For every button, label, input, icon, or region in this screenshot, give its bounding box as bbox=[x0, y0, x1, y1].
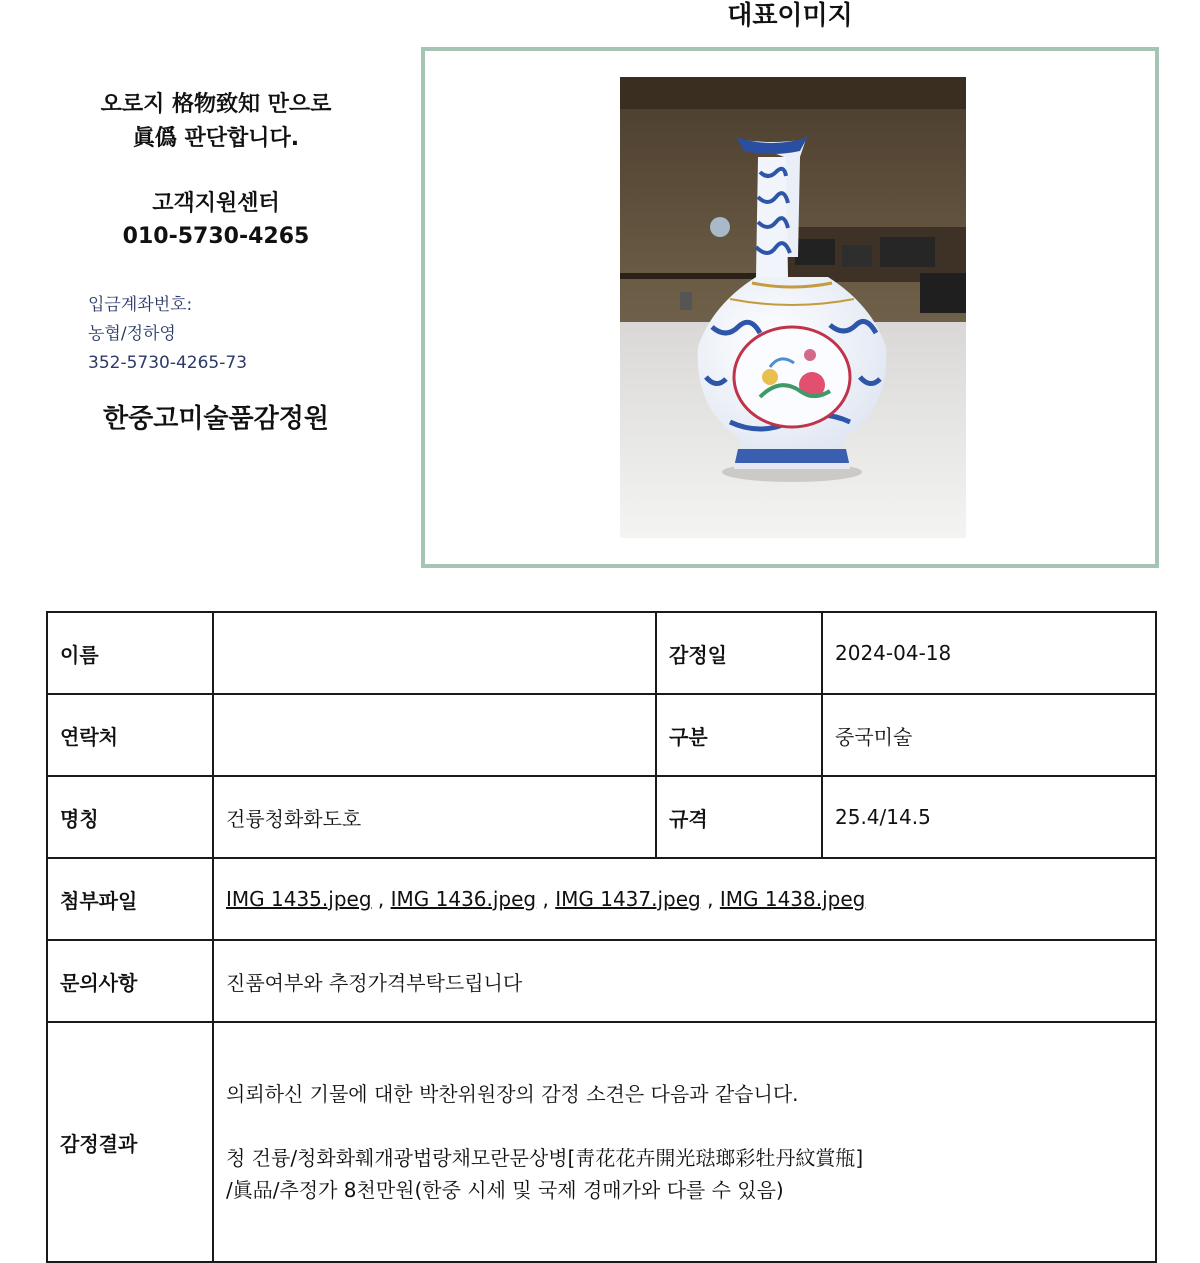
attachment-list bbox=[213, 858, 1156, 940]
result-spacer bbox=[226, 1110, 1143, 1142]
contact-label: 연락처 bbox=[47, 694, 213, 776]
category-value: 중국미술 bbox=[822, 694, 1156, 776]
spec-value: 25.4/14.5 bbox=[822, 776, 1156, 858]
date-value: 2024-04-18 bbox=[822, 612, 1156, 694]
table-row bbox=[47, 776, 1156, 858]
inquiry-label: 문의사항 bbox=[47, 940, 213, 1022]
name-label: 이름 bbox=[47, 612, 213, 694]
attachment-link-2[interactable]: IMG 1436.jpeg bbox=[390, 887, 537, 911]
attachment-link-3[interactable]: IMG 1437.jpeg bbox=[555, 887, 701, 911]
account-label: 입금계좌번호: bbox=[88, 295, 193, 315]
table-row bbox=[47, 1022, 1156, 1262]
result-line-2: 청 건륭/청화화훼개광법랑채모란문상병[靑花花卉開光琺瑯彩牡丹紋賞甁] bbox=[226, 1146, 864, 1170]
table-row bbox=[47, 858, 1156, 940]
category-label: 구분 bbox=[656, 694, 822, 776]
support-title: 고객지원센터 bbox=[152, 191, 280, 216]
appraisal-info-panel bbox=[30, 88, 402, 435]
table-row bbox=[47, 940, 1156, 1022]
date-label: 감정일 bbox=[656, 612, 822, 694]
inquiry-value: 진품여부와 추정가격부탁드립니다 bbox=[213, 940, 1156, 1022]
support-phone[interactable]: 010-5730-4265 bbox=[122, 224, 310, 249]
table-row bbox=[47, 694, 1156, 776]
attachment-separator: , bbox=[707, 887, 714, 911]
contact-value bbox=[213, 694, 656, 776]
item-title-label: 명칭 bbox=[47, 776, 213, 858]
company-name: 한중고미술품감정원 bbox=[102, 404, 330, 434]
representative-image-frame bbox=[421, 47, 1159, 568]
result-label: 감정결과 bbox=[47, 1022, 213, 1262]
appraisal-table bbox=[46, 611, 1157, 1263]
attachment-link-1[interactable]: IMG 1435.jpeg bbox=[226, 887, 372, 911]
account-number: 352-5730-4265-73 bbox=[88, 353, 248, 373]
bank-account-info bbox=[88, 291, 402, 378]
item-title-value: 건륭청화화도호 bbox=[213, 776, 656, 858]
spec-label: 규격 bbox=[656, 776, 822, 858]
attachment-label: 첨부파일 bbox=[47, 858, 213, 940]
representative-image-title: 대표이미지 bbox=[727, 1, 853, 31]
slogan-line-2: 眞僞 판단합니다. bbox=[132, 126, 300, 151]
slogan bbox=[30, 88, 402, 156]
result-line-3: /眞品/추정가 8천만원(한중 시세 및 국제 경매가와 다를 수 있음) bbox=[226, 1178, 784, 1202]
vase-photo[interactable] bbox=[620, 77, 966, 538]
attachment-separator: , bbox=[542, 887, 549, 911]
result-content bbox=[213, 1022, 1156, 1262]
name-value bbox=[213, 612, 656, 694]
customer-support bbox=[30, 187, 402, 253]
account-bank: 농협/정하영 bbox=[88, 324, 176, 344]
result-line-1: 의뢰하신 기물에 대한 박찬위원장의 감정 소견은 다음과 같습니다. bbox=[226, 1082, 799, 1106]
attachment-separator: , bbox=[377, 887, 385, 911]
table-row bbox=[47, 612, 1156, 694]
attachment-link-4[interactable]: IMG 1438.jpeg bbox=[719, 887, 866, 911]
slogan-line-1: 오로지 格物致知 만으로 bbox=[100, 92, 332, 117]
